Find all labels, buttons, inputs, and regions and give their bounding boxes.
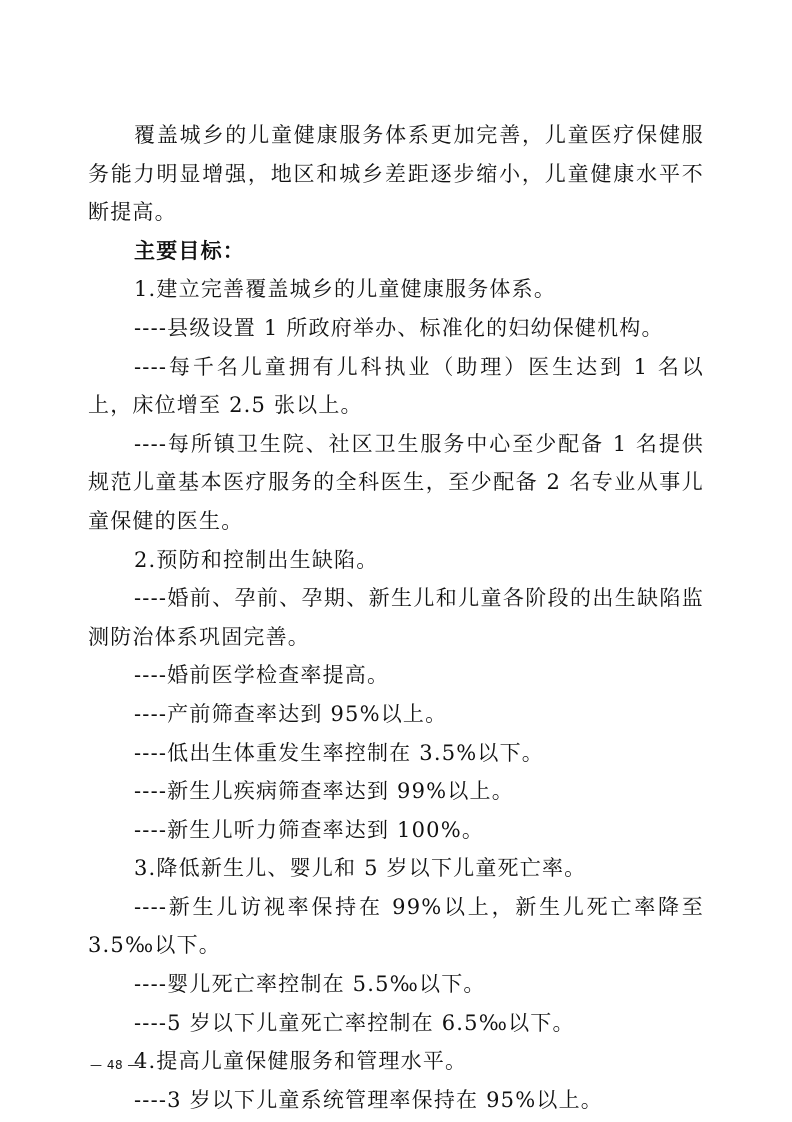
goal-4-item: ----3 岁以下儿童系统管理率保持在 95%以上。: [134, 1087, 603, 1112]
goal-2-item: ----产前筛查率达到 95%以上。: [134, 701, 448, 726]
goal-2-item: ----新生儿疾病筛查率达到 99%以上。: [134, 779, 514, 804]
goal-3-item: ----新生儿访视率保持在 99%以上，新生儿死亡率降至 3.5‰以下。: [88, 894, 704, 958]
goal-1-item: ----每千名儿童拥有儿科执业（助理）医生达到 1 名以上，床位增至 2.5 张以上。: [88, 354, 704, 418]
intro-paragraph: 覆盖城乡的儿童健康服务体系更加完善，儿童医疗保健服务能力明显增强，地区和城乡差距逐步缩小，儿童健康水平不断提高。: [88, 123, 704, 225]
goal-4-heading: 4.提高儿童保健服务和管理水平。: [134, 1049, 468, 1074]
goal-3-item: ----婴儿死亡率控制在 5.5‰以下。: [134, 972, 486, 997]
goal-1-item: ----县级设置 1 所政府举办、标准化的妇幼保健机构。: [134, 315, 664, 340]
goal-2-item: ----低出生体重发生率控制在 3.5%以下。: [134, 740, 545, 765]
goal-3-heading: 3.降低新生儿、婴儿和 5 岁以下儿童死亡率。: [134, 856, 587, 881]
document-body: [88, 116, 704, 1119]
main-goals-heading: 主要目标：: [134, 237, 245, 263]
page-number: — 48 —: [90, 1058, 140, 1072]
goal-2-heading: 2.预防和控制出生缺陷。: [134, 547, 379, 572]
goal-1-item: ----每所镇卫生院、社区卫生服务中心至少配备 1 名提供规范儿童基本医疗服务的全科医生，至少配备 2 名专业从事儿童保健的医生。: [88, 431, 704, 533]
goal-3-item: ----5 岁以下儿童死亡率控制在 6.5‰以下。: [134, 1010, 575, 1035]
goal-2-item: ----婚前、孕前、孕期、新生儿和儿童各阶段的出生缺陷监测防治体系巩固完善。: [88, 586, 704, 649]
goal-2-item: ----婚前医学检查率提高。: [134, 663, 390, 688]
goal-1-heading: 1.建立完善覆盖城乡的儿童健康服务体系。: [134, 277, 557, 302]
goal-2-item: ----新生儿听力筛查率达到 100%。: [134, 817, 485, 842]
